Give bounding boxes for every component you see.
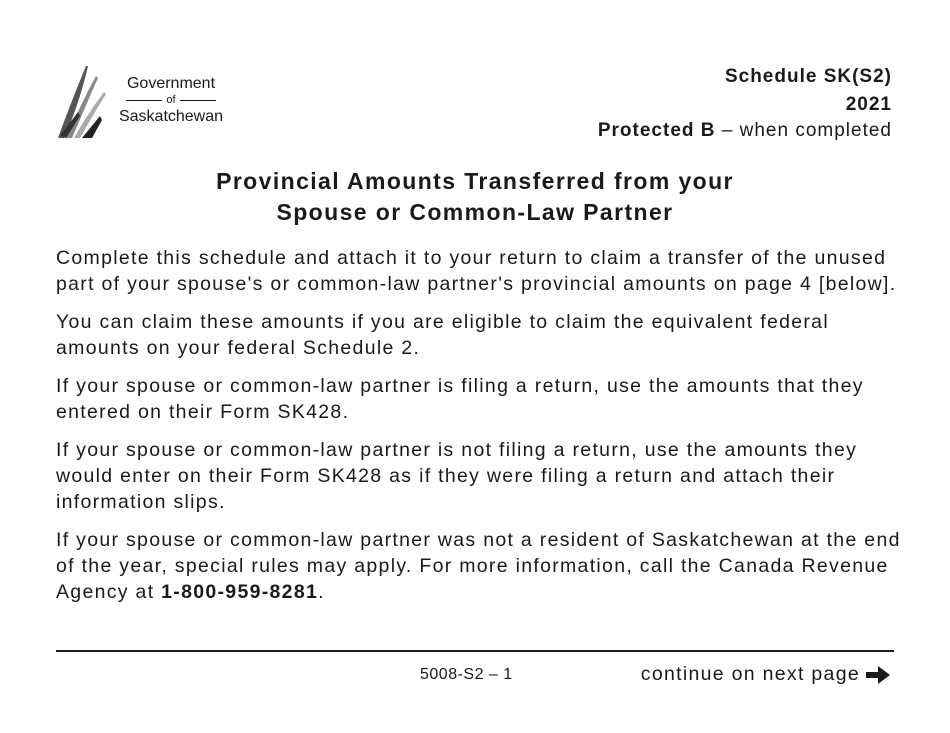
logo-of-row [116, 93, 226, 107]
continue-label: continue on next page [640, 663, 860, 685]
logo-wordmark [116, 74, 226, 126]
protected-notice [598, 118, 892, 144]
schedule-id: Schedule SK(S2) [724, 66, 892, 87]
protected-label: Protected B [597, 120, 716, 141]
wheat-sheaf-logo-icon [56, 64, 112, 140]
logo-line-of: of [166, 94, 176, 106]
instruction-paragraph: Complete this schedule and attach it to your return to claim a transfer of the unused part of your spouse's or common-law partner's provincial amounts on page 4 [below]. [56, 247, 897, 295]
government-of-saskatchewan-logo [56, 64, 226, 140]
form-page-code: 5008-S2 – 1 [420, 666, 513, 683]
logo-line-saskatchewan: Saskatchewan [118, 108, 224, 125]
instructions [56, 245, 906, 617]
tax-year: 2021 [845, 94, 892, 115]
title-line-2: Spouse or Common-Law Partner [276, 199, 674, 225]
logo-line-government: Government [126, 75, 216, 92]
form-header [598, 64, 892, 144]
title-line-1: Provincial Amounts Transferred from your [216, 168, 734, 194]
contact-end: . [318, 581, 325, 603]
continue-next-page[interactable] [641, 663, 892, 686]
arrow-right-icon [864, 664, 892, 686]
logo-rule-right [180, 100, 216, 101]
instruction-paragraph: You can claim these amounts if you are eligible to claim the equivalent federal amounts on your federal Schedule 2. [56, 311, 829, 359]
logo-rule-left [126, 100, 162, 101]
cra-phone-number: 1-800-959-8281 [161, 581, 319, 603]
instruction-paragraph: If your spouse or common-law partner is filing a return, use the amounts that they entered on their Form SK428. [56, 375, 864, 423]
footer-divider [56, 650, 894, 652]
instruction-paragraph: If your spouse or common-law partner is not filing a return, use the amounts they would enter on their Form SK428 as if they were filing a return and attach their information slips. [56, 439, 858, 513]
instruction-paragraph-contact [56, 527, 906, 605]
page-title [0, 166, 950, 228]
contact-text: If your spouse or common-law partner was not a resident of Saskatchewan at the end of the year, special rules may apply. For more information, call the Canada Revenue Agency at [56, 529, 901, 603]
protected-suffix: – when completed [715, 120, 892, 141]
